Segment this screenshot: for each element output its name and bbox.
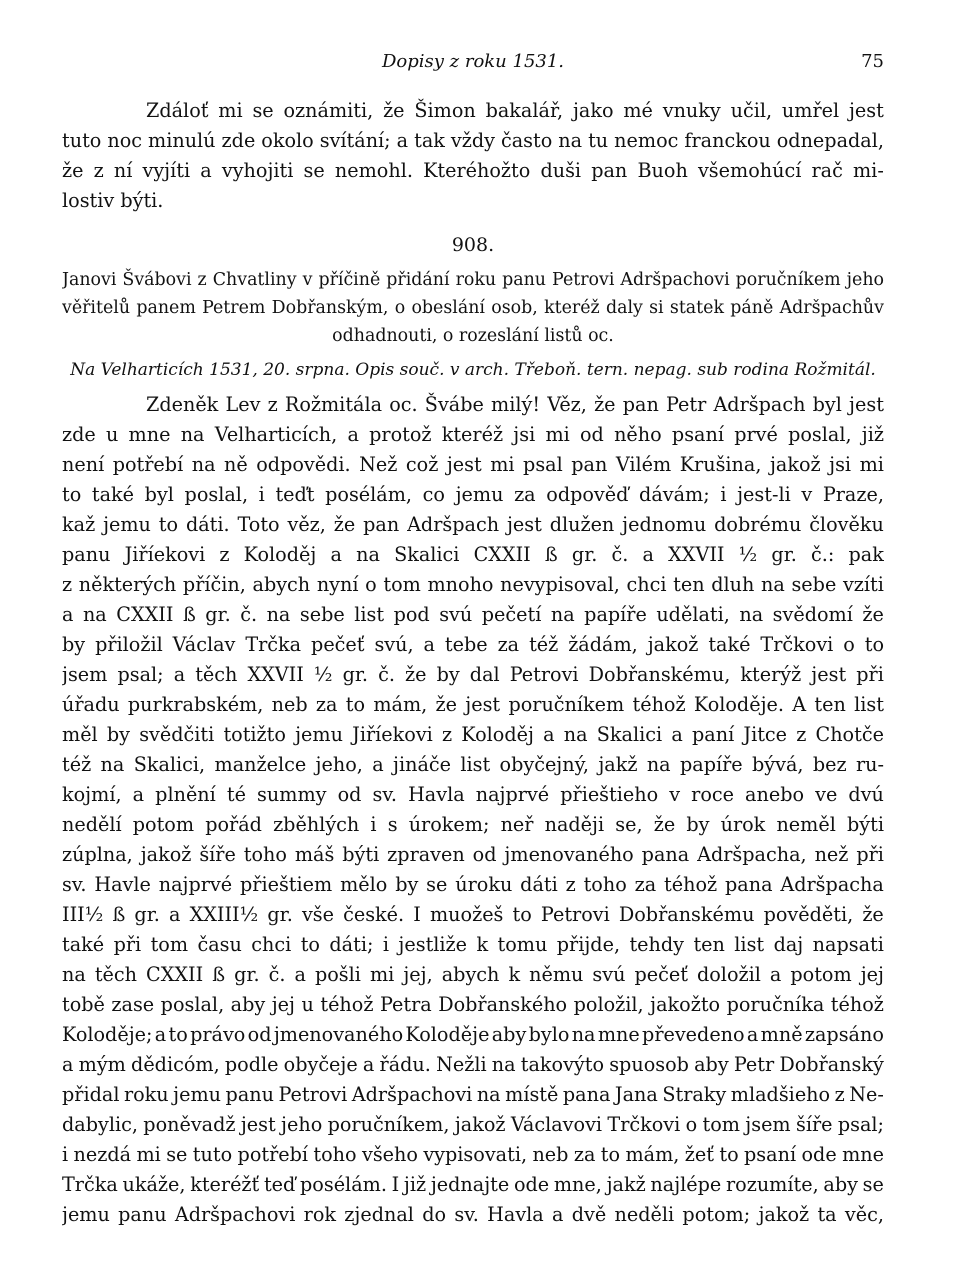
text-line: tobě zase poslal, aby jej u téhož Petra Dobřanského položil, jakožto poručníka téhož bbox=[62, 993, 884, 1016]
text-line: dabylic, poněvadž jest jeho poručníkem, jakož Václavovi Trčkovi o tom jsem šíře psal; bbox=[62, 1113, 884, 1136]
text-line: by přiložil Václav Trčka pečeť svú, a tebe za též žádám, jakož také Trčkovi o to bbox=[62, 633, 884, 656]
text-line: též na Skalici, manželce jeho, a jináče list obyčejný, jakž na papíře bývá, bez ru- bbox=[62, 753, 884, 776]
text-line: jemu panu Adršpachovi rok zjednal do sv. Havla a dvě neděli potom; jakož ta věc, bbox=[62, 1203, 884, 1226]
text-line: zúplna, jakož šíře toho máš býti zpraven od jmenovaného pana Adršpacha, než při bbox=[62, 843, 884, 866]
page-header bbox=[62, 44, 884, 80]
text-line: Zdáloť mi se oznámiti, že Šimon bakalář, jako mé vnuky učil, umřel jest bbox=[146, 99, 884, 122]
text-line: kojmí, a plnění té summy od sv. Havla najprvé přieštieho v roce anebo ve dvú bbox=[62, 783, 884, 806]
text-line: není potřebí na ně odpovědi. Než což jest mi psal pan Vilém Krušina, jakož jsi mi bbox=[62, 453, 884, 476]
text-line: z některých příčin, abych nyní o tom mnoho nevypisoval, chci ten dluh na sebe vzíti bbox=[62, 573, 884, 596]
letter-summary bbox=[62, 266, 884, 350]
text-line: také při tom času chci to dáti; i jestliže k tomu přijde, tehdy ten list daj napsati bbox=[62, 933, 884, 956]
text-line: III½ ß gr. a XXIII½ gr. vše české. I muožeš to Petrovi Dobřanskému pověděti, že bbox=[62, 903, 884, 926]
letter-number: 908. bbox=[451, 234, 495, 256]
text-line: úřadu purkrabském, neb za to mám, že jest poručníkem téhož Koloděje. A ten list bbox=[62, 693, 884, 716]
text-line: že z ní vyjíti a vyhojiti se nemohl. Kteréhožto duši pan Buoh všemohúcí rač mi- bbox=[62, 159, 884, 182]
text-line: a mým dědicóm, podle obyčeje a řádu. Nežli na takovýto spuosob aby Petr Dobřanský bbox=[62, 1053, 884, 1076]
text-line: věřitelů panem Petrem Dobřanským, o obeslání osob, kteréž daly si statek páně Adršpachův bbox=[62, 298, 884, 318]
text-line: Zdeněk Lev z Rožmitála oc. Švábe milý! Věz, že pan Petr Adršpach byl jest bbox=[146, 393, 884, 416]
text-line: i nezdá mi se tuto potřebí toho všeho vypisovati, neb za to mám, žeť to psaní ode mne bbox=[62, 1143, 884, 1166]
text-line: Trčka ukáže, kteréžť teď posélám. I již jednajte ode mne, jakž najlépe rozumíte, aby se bbox=[62, 1173, 884, 1196]
text-line: lostiv býti. bbox=[62, 189, 164, 212]
text-line: Koloděje; a to právo od jmenovaného Koloděje aby bylo na mne převedeno a mně zapsáno bbox=[62, 1023, 884, 1046]
text-line: tuto noc minulú zde okolo svítání; a tak vždy často na tu nemoc franckou odnepadal, bbox=[62, 129, 884, 152]
text-line: to také byl poslal, i teďt posélám, co jemu za odpověď dávám; i jest-li v Praze, bbox=[62, 483, 884, 506]
letter-body bbox=[62, 390, 884, 1230]
text-line: zde u mne na Velharticích, a protož kteréž jsi mi od něho psaní prvé poslal, již bbox=[62, 423, 884, 446]
running-title: Dopisy z roku 1531. bbox=[381, 51, 565, 72]
letter-source: Na Velharticích 1531, 20. srpna. Opis souč. v arch. Třeboň. tern. nepag. sub rodina Rožmitál. bbox=[70, 360, 876, 380]
text-line: měl by svědčiti totižto jemu Jiříekovi z Koloděj a na Skalici a paní Jitce z Chotče bbox=[62, 723, 884, 746]
text-line: sv. Havle najprvé přieštiem mělo by se úroku dáti z toho za téhož pana Adršpacha bbox=[62, 873, 884, 896]
text-line: Janovi Švábovi z Chvatliny v příčině přidání roku panu Petrovi Adršpachovi poručníkem jeho bbox=[62, 270, 884, 290]
text-line: a na CXXII ß gr. č. na sebe list pod svú pečetí na papíře udělati, na svědomí že bbox=[62, 603, 884, 626]
text-line: na těch CXXII ß gr. č. a pošli mi jej, abych k němu svú pečeť doložil a potom jej bbox=[62, 963, 884, 986]
text-line: kaž jemu to dáti. Toto věz, že pan Adršpach jest dlužen jednomu dobrému člověku bbox=[62, 513, 884, 536]
page-number: 75 bbox=[861, 51, 884, 72]
previous-letter-ending bbox=[62, 96, 884, 216]
text-line: jsem psal; a těch XXVII ½ gr. č. že by dal Petrovi Dobřanskému, kterýž jest při bbox=[62, 663, 884, 686]
text-line: odhadnouti, o rozeslání listů oc. bbox=[332, 326, 614, 346]
text-line: přidal roku jemu panu Petrovi Adršpachovi na místě pana Jana Straky mladšieho z Ne- bbox=[62, 1083, 884, 1106]
text-line: panu Jiříekovi z Koloděj a na Skalici CXXII ß gr. č. a XXVII ½ gr. č.: pak bbox=[62, 543, 884, 566]
text-line: nedělí potom pořád zběhlých i s úrokem; neř naději se, že by úrok neměl býti bbox=[62, 813, 884, 836]
